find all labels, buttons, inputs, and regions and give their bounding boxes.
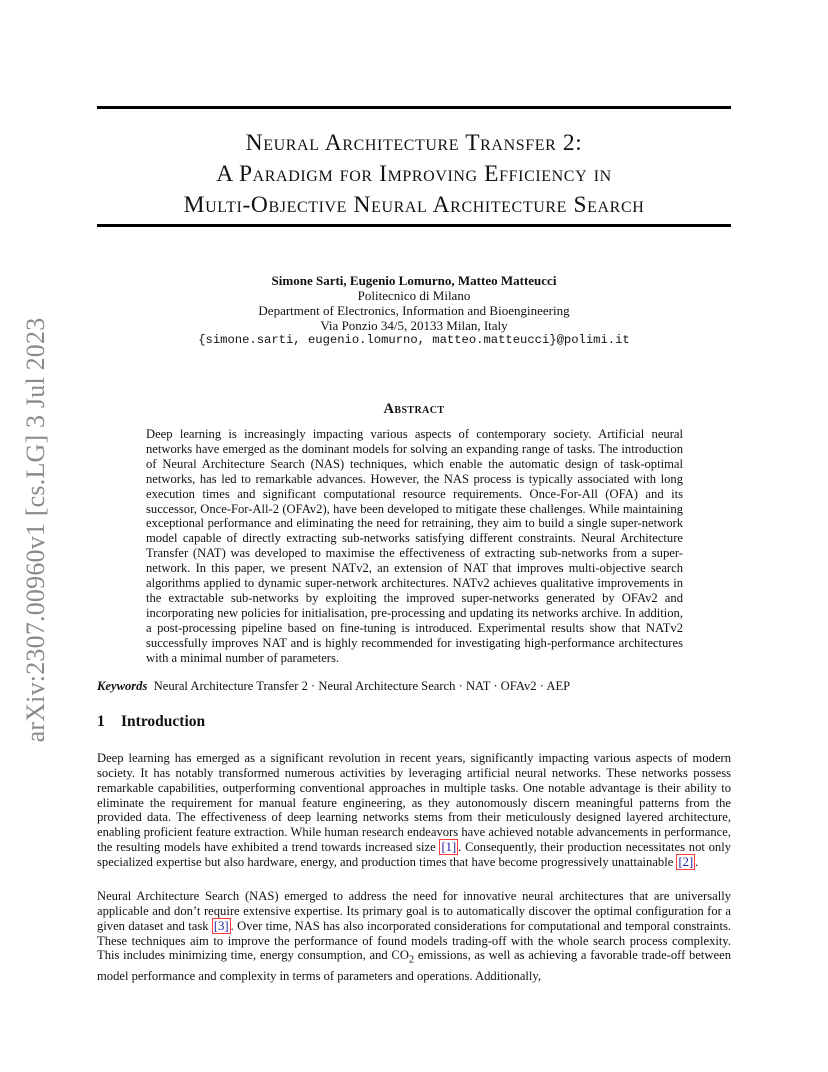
paragraph-text: Deep learning has emerged as a significant revolution in recent years, significantly impacting various aspects of modern society. It has notably transformed numerous activities by leveraging artificial neural networks. These networks possess remarkable capabilities, outperforming conventional approaches in multiple tasks. One notable advantage is their ability to eliminate the requirement for manual feature engineering, as they autonomously discern meaningful patterns from the provided data. The effectiveness of deep learning networks stems from their meticulously designed layered architecture, enabling proficient feature extraction. While human research endeavors have achieved notable advancements in performance, the resulting models have exhibited a trend towards increased size (97, 751, 731, 855)
paragraph-text: emissions, as well as achieving a favorable trade-off between model performance and complexity in terms of parameters and operations. Additionally, (97, 948, 731, 983)
section-heading-introduction (97, 713, 205, 731)
citation-link[interactable]: [3] (213, 918, 229, 933)
title-top-rule (97, 106, 731, 109)
section-number: 1 (97, 713, 105, 730)
author-address: Via Ponzio 34/5, 20133 Milan, Italy (320, 318, 508, 333)
title-line-3: Multi-Objective Neural Architecture Search (183, 192, 645, 218)
author-block (97, 273, 731, 348)
paper-title (97, 128, 731, 221)
paragraph-text: . (695, 854, 699, 869)
citation-link[interactable]: [1] (441, 840, 457, 855)
paragraph-text: . Over time, NAS has also incorporated considerations for computational and temporal constraints. These techniques aim to improve the performance of found models trading-off with the whole search process complexity. This includes minimizing time, energy consumption, and CO (97, 918, 731, 963)
keywords-line (97, 679, 731, 694)
title-bottom-rule (97, 224, 731, 227)
intro-paragraph-2 (97, 889, 731, 984)
paragraph-text: . Consequently, their production necessitates not only specialized expertise but also hardware, energy, and production times that have become progressively unattainable (97, 840, 732, 869)
title-line-2: A Paradigm for Improving Efficiency in (216, 161, 612, 187)
section-title: Introduction (121, 713, 206, 730)
keywords-text: Neural Architecture Transfer 2 · Neural Architecture Search · NAT · OFAv2 · AEP (153, 679, 571, 693)
intro-paragraph-1 (97, 751, 731, 870)
citation-link[interactable]: [2] (678, 854, 694, 869)
author-names: Simone Sarti, Eugenio Lomurno, Matteo Matteucci (271, 273, 557, 288)
abstract-text: Deep learning is increasingly impacting various aspects of contemporary society. Artificial neural networks have emerged as the dominant models for solving an expanding range of tasks. The introduction of Neural Architecture Search (NAS) techniques, which enable the automatic design of task-optimal networks, has led to remarkable advances. However, the NAS process is typically associated with long execution times and significant computational resource requirements. Once-For-All (OFA) and its successor, Once-For-All-2 (OFAv2), have been developed to mitigate these challenges. While maintaining exceptional performance and eliminating the need for retraining, they aim to build a single super-network model capable of directly extracting sub-networks satisfying different constraints. Neural Architecture Transfer (NAT) was developed to maximise the effectiveness of extracting sub-networks from a super-network. In this paper, we present NATv2, an extension of NAT that improves multi-objective search algorithms applied to dynamic super-network architectures. NATv2 achieves qualitative improvements in the extractable sub-networks by exploiting the improved super-networks generated by OFAv2 and incorporating new policies for initialisation, pre-processing and updating its networks archive. In addition, a post-processing pipeline based on fine-tuning is introduced. Experimental results show that NATv2 successfully improves NAT and is highly recommended for investigating high-performance architectures with a minimal number of parameters. (146, 427, 683, 665)
arxiv-identifier-stamp: arXiv:2307.00960v1 [cs.LG] 3 Jul 2023 (21, 317, 50, 743)
abstract-heading: Abstract (383, 401, 445, 417)
author-department: Department of Electronics, Information and Bioengineering (258, 303, 570, 318)
author-affiliation: Politecnico di Milano (357, 288, 471, 303)
author-email: {simone.sarti, eugenio.lomurno, matteo.matteucci}@polimi.it (198, 333, 630, 347)
title-line-1: Neural Architecture Transfer 2: (245, 130, 583, 156)
subscript-two: 2 (408, 954, 415, 966)
paragraph-text: Neural Architecture Search (NAS) emerged to address the need for innovative neural architectures that are universally applicable and don’t require extensive expertise. Its primary goal is to automatically discover the optimal configuration for a given dataset and task (97, 889, 731, 933)
keywords-label: Keywords (97, 679, 148, 693)
